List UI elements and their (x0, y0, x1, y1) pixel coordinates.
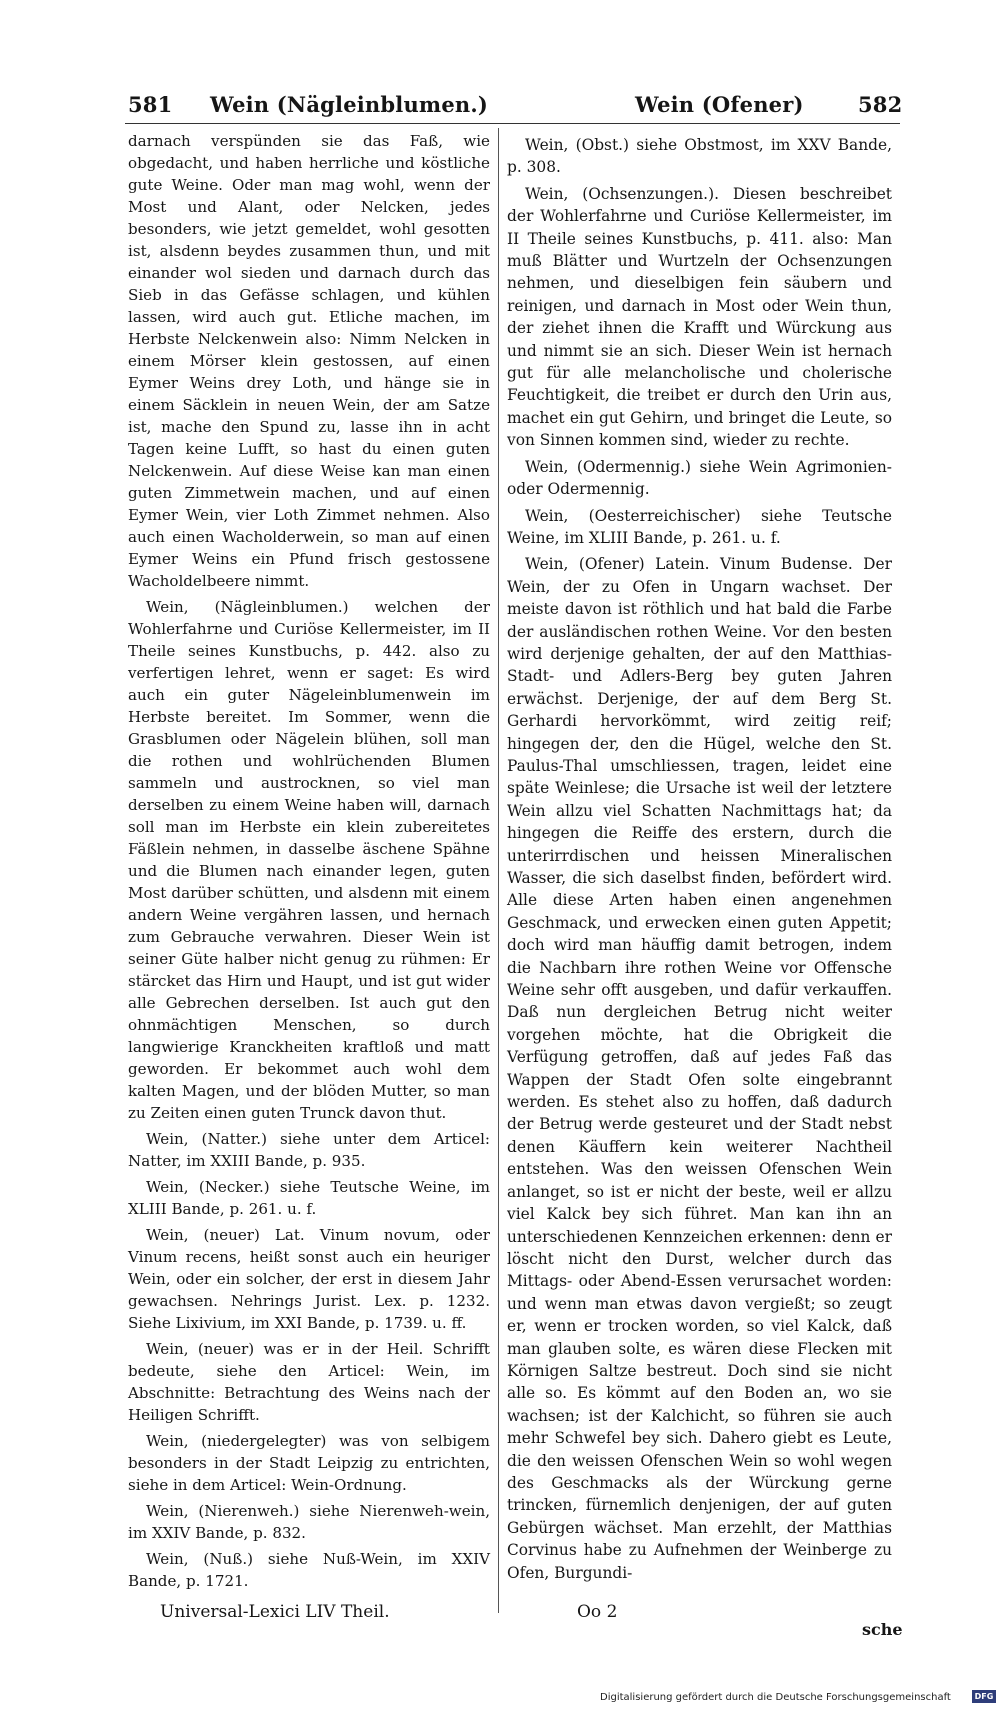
lexicon-entry: Wein, (Natter.) siehe unter dem Articel: Natter, im XXIII Bande, p. 935. (128, 1130, 490, 1170)
lexicon-entry: Wein, (Ochsenzungen.). Diesen beschreibet der Wohlerfahrne und Curiöse Kellermeister, im II Theile seines Kunstbuchs, p. 411. also: Man muß Blätter und Wurtzeln der Ochsenzungen nehmen, und dieselbigen fein säubern und reinigen, und darnach in Most oder Wein thun, der ziehet ihnen die Krafft und Würckung aus und nimmt sie an sich. Dieser Wein ist hernach gut für alle melancholische und cholerische Feuchtigkeit, die treibet er durch den Urin aus, machet ein gut Gehirn, und bringet die Leute, so von Sinnen kommen sind, wieder zu rechte. (507, 184, 892, 450)
right-column (507, 130, 892, 1584)
running-head-right: Wein (Ofener) (635, 92, 804, 117)
lexicon-entry: Wein, (Nägleinblumen.) welchen der Wohlerfahrne und Curiöse Kellermeister, im II Theile seines Kunstbuchs, p. 442. also zu verfertigen lehret, wenn er saget: Es wird auch ein guter Nägeleinblumenwein im Herbste bereitet. Im Sommer, wenn die Grasblumen oder Nägelein blühen, soll man die rothen und wohlrüchenden Blumen sammeln und austrocknen, so viel man derselben zu einem Weine haben will, darnach soll man im Herbste ein klein zubereitetes Fäßlein nehmen, in dasselbe äschene Spähne und die Blumen nach einander legen, guten Most darüber schütten, und alsdenn mit einem andern Weine vergähren lassen, und hernach zum Gebrauche verwahren. Dieser Wein ist seiner Güte halber nicht genug zu rühmen: Er stärcket das Hirn und Haupt, und ist gut wider alle Gebrechen derselben. Ist auch gut den ohnmächtigen Menschen, so durch langwierige Kranckheiten kraftloß und matt geworden. Er bekommet auch wohl dem kalten Magen, und der blöden Mutter, so man zu Zeiten einen guten Trunck davon thut. (128, 598, 490, 1122)
digitization-footer: Digitalisierung gefördert durch die Deutsche Forschungsgemeinschaft (600, 1692, 951, 1703)
lexicon-entry: Wein, (Necker.) siehe Teutsche Weine, im XLIII Bande, p. 261. u. f. (128, 1178, 490, 1218)
page-number-right: 582 (858, 92, 903, 117)
sheet-mark: Oo 2 (577, 1602, 618, 1622)
signature-line: Universal-Lexici LIV Theil. (160, 1602, 390, 1622)
lexicon-entry: Wein, (Oesterreichischer) siehe Teutsche Weine, im XLIII Bande, p. 261. u. f. (507, 506, 892, 547)
left-column (128, 130, 490, 1592)
lexicon-entry: Wein, (Nierenweh.) siehe Nierenweh-wein, im XXIV Bande, p. 832. (128, 1502, 490, 1542)
lexicon-entry: Wein, (Nuß.) siehe Nuß-Wein, im XXIV Bande, p. 1721. (128, 1550, 490, 1590)
continued-text: darnach verspünden sie das Faß, wie obgedacht, und haben herrliche und köstliche gute Weine. Oder man mag wohl, wenn der Most und Alant, oder Nelcken, jedes besonders, wie jetzt gemeldet, wohl gesotten ist, alsdenn beydes zusammen thun, und mit einander wol sieden und darnach durch das Sieb in das Gefässe schlagen, und kühlen lassen, wird auch gut. Etliche machen, im Herbste Nelckenwein also: Nimm Nelcken in einem Mörser klein gestossen, auf einen Eymer Weins drey Loth, und hänge sie in einem Säcklein in neuen Wein, der am Satze ist, mache den Spund zu, lasse ihn in acht Tagen keine Lufft, so hast du einen guten Nelckenwein. Auf diese Weise kan man einen guten Zimmetwein machen, und auf einen Eymer Wein, vier Loth Zimmet nehmen. Also auch einen Wacholderwein, so man auf einen Eymer Weins ein Pfund frisch gestossene Wacholdelbeere nimmt. (128, 132, 490, 590)
lexicon-entry: Wein, (neuer) Lat. Vinum novum, oder Vinum recens, heißt sonst auch ein heuriger Wein, oder ein solcher, der erst in diesem Jahr gewachsen. Nehrings Jurist. Lex. p. 1232. Siehe Lixivium, im XXI Bande, p. 1739. u. ff. (128, 1226, 490, 1332)
page-number-left: 581 (128, 92, 173, 117)
column-divider (498, 128, 499, 1613)
lexicon-entry: Wein, (Odermennig.) siehe Wein Agrimonien- oder Odermennig. (507, 457, 892, 499)
lexicon-entry: Wein, (niedergelegter) was von selbigem besonders in der Stadt Leipzig zu entrichten, siehe in dem Articel: Wein-Ordnung. (128, 1432, 490, 1494)
running-head-left: Wein (Nägleinblumen.) (210, 92, 489, 117)
lexicon-entry: Wein, (Obst.) siehe Obstmost, im XXV Bande, p. 308. (507, 136, 892, 177)
lexicon-entry: Wein, (neuer) was er in der Heil. Schrifft bedeute, siehe den Articel: Wein, im Abschnitte: Betrachtung des Weins nach der Heiligen Schrifft. (128, 1340, 490, 1424)
catchword: sche (862, 1620, 903, 1639)
lexicon-entry: Wein, (Ofener) Latein. Vinum Budense. Der Wein, der zu Ofen in Ungarn wachset. Der meiste davon ist röthlich und hat bald die Farbe der ausländischen rothen Weine. Vor den besten wird derjenige gehalten, der auf den Matthias-Stadt- und Adlers-Berg bey guten Jahren erwächst. Derjenige, der auf dem Berg St. Gerhardi hervorkömmt, wird zeitig reif; hingegen der, den die Hügel, welche den St. Paulus-Thal umschliessen, tragen, leidet eine späte Weinlese; die Ursache ist weil der letztere Wein allzu viel Schatten Nachmittags hat; da hingegen die Reiffe des erstern, durch die unterirrdischen und heissen Mineralischen Wasser, die sich daselbst finden, befördert wird. Alle diese Arten haben einen angenehmen Geschmack, und erwecken einen guten Appetit; doch wird man häuffig damit betrogen, indem die Nachbarn ihre rothen Weine vor Offensche Weine sehr offt ausgeben, und dafür verkauffen. Daß nun dergleichen Betrug nicht weiter vorgehen möchte, hat die Obrigkeit die Verfügung getroffen, daß auf jedes Faß das Wappen der Stadt Ofen solte eingebrannt werden. Es stehet also zu hoffen, daß dadurch der Betrug werde gesteuret und der Stadt nebst denen Käuffern kein weiterer Nachtheil entstehen. Was den weissen Ofenschen Wein anlanget, so ist er nicht der beste, weil er allzu viel Kalck bey sich führet. Man kan ihn an unterschiedenen Kennzeichen erkennen: denn er löscht nicht den Durst, welcher durch das Mittags- oder Abend-Essen verursachet worden: und wenn man etwas davon vergießt; so zeugt er, wenn er trocken worden, so viel Kalck, daß man glauben solte, es wären diese Flecken mit Körnigen Saltze bestreut. Doch sind sie nicht alle so. Es kömmt auf den Boden an, wo sie wachsen; ist der Kalchicht, so führen sie auch mehr Schwefel bey sich. Dahero giebt es Leute, die den weissen Ofenschen Wein so wohl wegen des Geschmacks als der Würckung gerne trincken, fürnemlich denjenigen, der auf guten Gebürgen wächset. Man erzehlt, der Matthias Corvinus habe zu Aufnehmen der Weinberge zu Ofen, Burgundi- (507, 555, 892, 1582)
header-rule (125, 123, 900, 124)
dfg-logo: DFG (972, 1690, 996, 1703)
